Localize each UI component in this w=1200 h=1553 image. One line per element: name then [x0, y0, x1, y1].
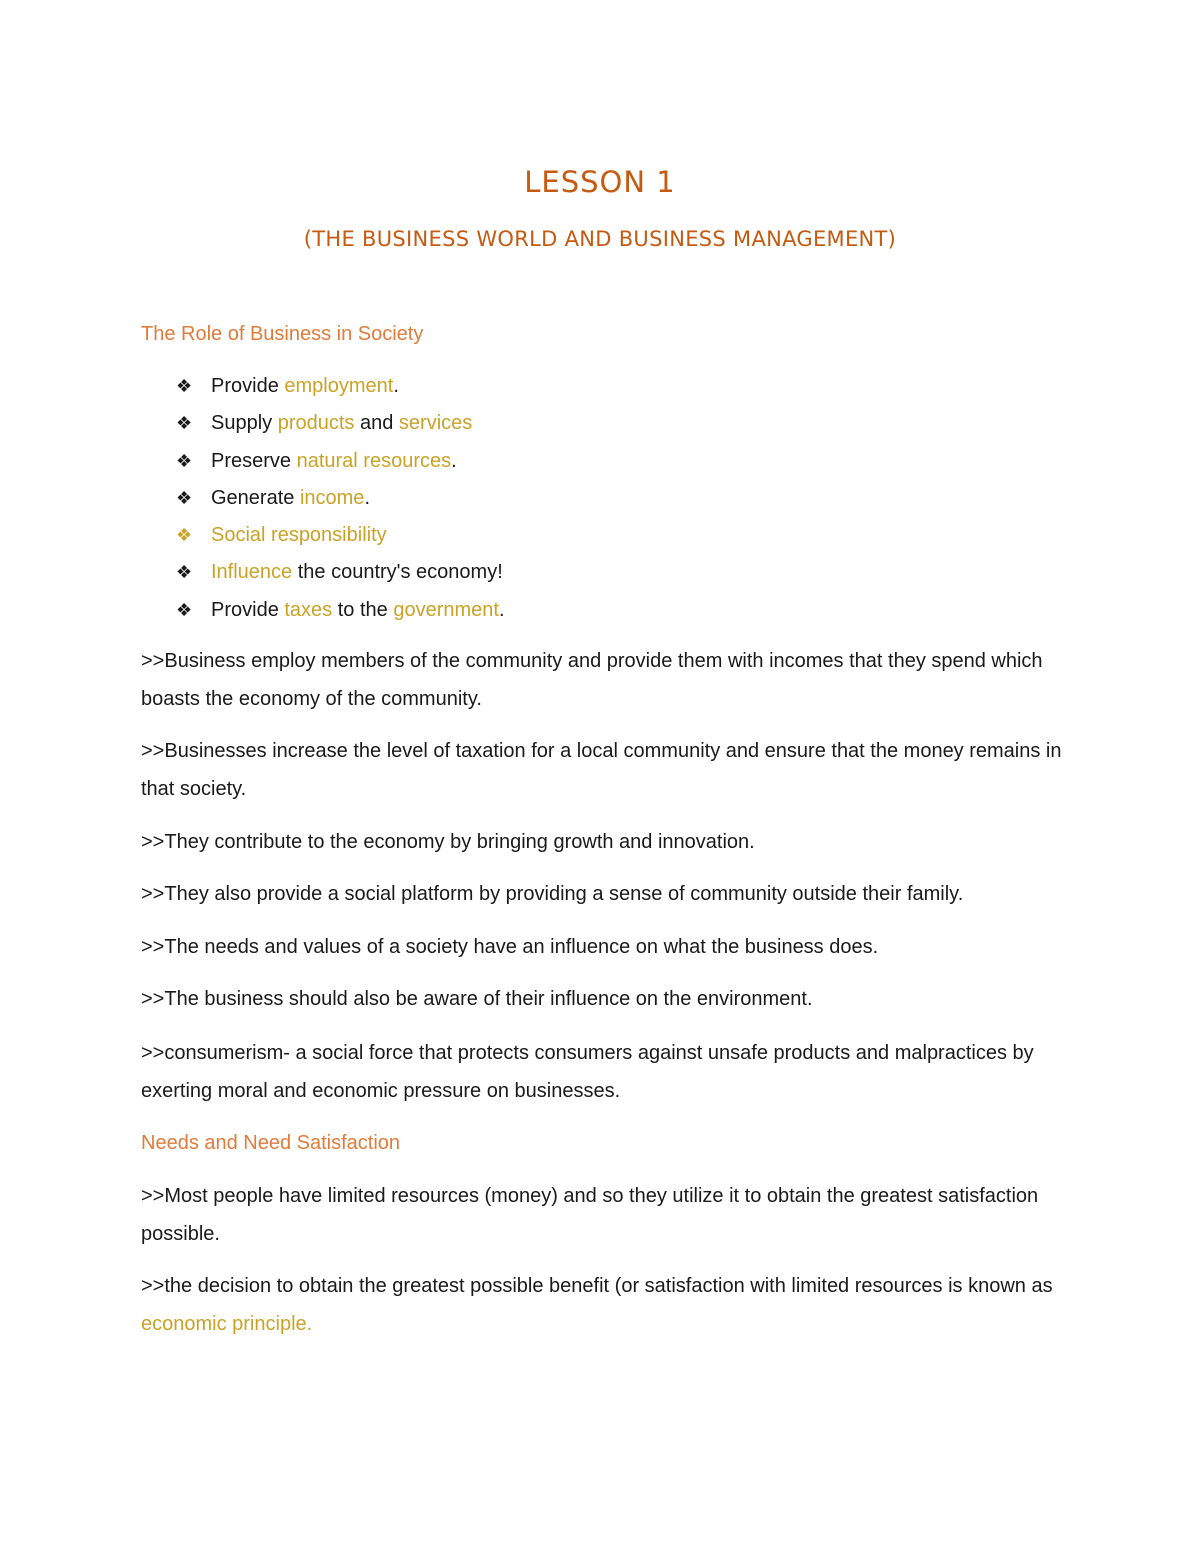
four-diamond-bullet-icon: ❖	[176, 599, 193, 620]
paragraph: >>consumerism- a social force that protects consumers against unsafe products and malpractices by exerting moral and economic pressure on businesses.	[141, 1042, 1034, 1102]
section-heading-role-of-business: The Role of Business in Society	[141, 323, 424, 345]
four-diamond-bullet-icon: ❖	[176, 562, 193, 583]
page-subtitle: (THE BUSINESS WORLD AND BUSINESS MANAGEMENT)	[303, 227, 897, 251]
paragraph: >>They contribute to the economy by bringing growth and innovation.	[141, 831, 755, 853]
bullet-text: Generate income.	[211, 486, 370, 509]
four-diamond-bullet-icon: ❖	[176, 525, 193, 546]
list-item	[176, 596, 505, 633]
four-diamond-bullet-icon: ❖	[176, 413, 193, 434]
paragraph: >>Businesses increase the level of taxation for a local community and ensure that the money remains in that society.	[141, 740, 1062, 800]
bullet-text: Influence the country's economy!	[211, 561, 503, 584]
list-item	[176, 447, 505, 484]
bullet-text: Provide employment.	[211, 375, 399, 397]
bullet-text: Provide taxes to the government.	[211, 598, 505, 621]
paragraph-text: >>the decision to obtain the greatest possible benefit (or satisfaction with limited resources is known as	[141, 1275, 1053, 1297]
list-item	[176, 372, 505, 409]
list-item	[176, 558, 505, 595]
section-heading-needs: Needs and Need Satisfaction	[141, 1132, 401, 1154]
paragraph: >>The needs and values of a society have an influence on what the business does.	[141, 936, 879, 958]
list-item	[176, 409, 505, 446]
bullet-text: Preserve natural resources.	[211, 449, 457, 472]
list-item	[176, 521, 505, 558]
paragraph: >>They also provide a social platform by providing a sense of community outside their family.	[141, 883, 964, 905]
paragraph	[141, 1268, 1081, 1343]
page-title: LESSON 1	[524, 165, 676, 199]
paragraph: >>The business should also be aware of their influence on the environment.	[141, 988, 813, 1010]
four-diamond-bullet-icon: ❖	[176, 376, 193, 396]
list-item	[176, 484, 505, 521]
four-diamond-bullet-icon: ❖	[176, 450, 193, 471]
bullet-text: Supply products and services	[211, 412, 473, 435]
role-of-business-list	[176, 372, 505, 633]
paragraph: >>Business employ members of the community and provide them with incomes that they spend which boasts the economy of the community.	[141, 650, 1043, 710]
highlighted-term: economic principle.	[141, 1312, 313, 1335]
paragraph: >>Most people have limited resources (money) and so they utilize it to obtain the greatest satisfaction possible.	[141, 1185, 1039, 1245]
four-diamond-bullet-icon: ❖	[176, 487, 193, 508]
bullet-text: Social responsibility	[211, 524, 387, 547]
